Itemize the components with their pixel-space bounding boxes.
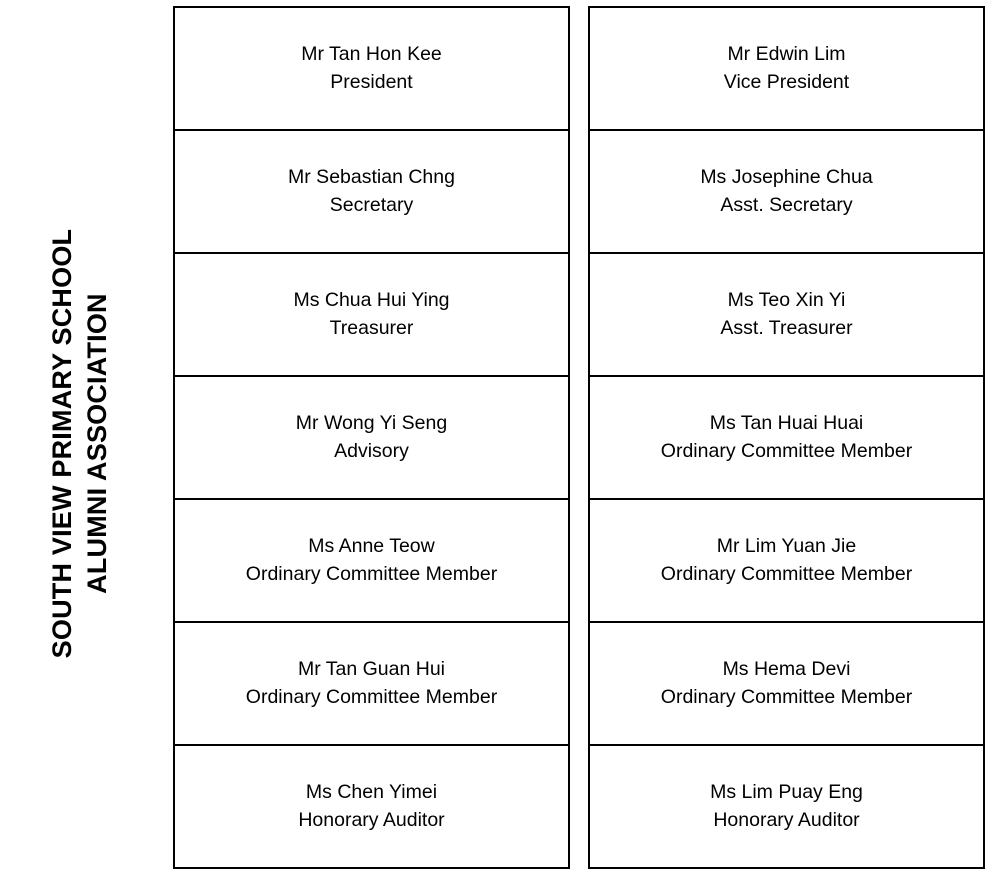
member-name: Ms Lim Puay Eng	[710, 780, 863, 803]
committee-member-cell	[173, 375, 570, 500]
committee-member-cell	[173, 498, 570, 623]
member-role: Asst. Secretary	[720, 193, 853, 216]
member-role: Ordinary Committee Member	[245, 562, 498, 585]
committee-column-left	[173, 6, 570, 869]
organisation-title-line-2: ALUMNI ASSOCIATION	[82, 293, 112, 594]
committee-member-cell	[588, 129, 985, 254]
committee-member-cell	[173, 6, 570, 131]
member-name: Mr Tan Hon Kee	[301, 42, 442, 65]
member-name: Ms Anne Teow	[308, 534, 435, 557]
committee-columns	[173, 6, 985, 869]
member-role: President	[330, 70, 413, 93]
committee-member-cell	[173, 744, 570, 869]
member-name: Ms Tan Huai Huai	[709, 411, 864, 434]
member-name: Mr Wong Yi Seng	[295, 411, 448, 434]
member-name: Ms Hema Devi	[722, 657, 851, 680]
committee-member-cell	[588, 498, 985, 623]
committee-member-cell	[173, 129, 570, 254]
committee-member-cell	[588, 6, 985, 131]
member-role: Advisory	[334, 439, 409, 462]
committee-member-cell	[173, 252, 570, 377]
member-name: Mr Sebastian Chng	[288, 165, 455, 188]
member-role: Ordinary Committee Member	[660, 685, 913, 708]
committee-member-cell	[588, 375, 985, 500]
committee-member-cell	[588, 621, 985, 746]
member-name: Ms Chen Yimei	[305, 780, 438, 803]
member-role: Asst. Treasurer	[720, 316, 853, 339]
member-name: Mr Tan Guan Hui	[297, 657, 446, 680]
committee-member-cell	[173, 621, 570, 746]
member-name: Ms Chua Hui Ying	[293, 288, 450, 311]
committee-member-cell	[588, 252, 985, 377]
organisation-title	[0, 0, 160, 887]
committee-column-right	[588, 6, 985, 869]
member-role: Honorary Auditor	[713, 808, 860, 831]
member-role: Ordinary Committee Member	[660, 439, 913, 462]
member-role: Treasurer	[329, 316, 414, 339]
member-name: Mr Lim Yuan Jie	[716, 534, 857, 557]
member-name: Ms Josephine Chua	[700, 165, 873, 188]
member-role: Honorary Auditor	[298, 808, 445, 831]
member-role: Ordinary Committee Member	[245, 685, 498, 708]
member-role: Secretary	[329, 193, 414, 216]
organisation-title-line-1: SOUTH VIEW PRIMARY SCHOOL	[47, 228, 78, 659]
member-role: Ordinary Committee Member	[660, 562, 913, 585]
member-name: Ms Teo Xin Yi	[727, 288, 846, 311]
committee-member-cell	[588, 744, 985, 869]
member-name: Mr Edwin Lim	[727, 42, 846, 65]
member-role: Vice President	[723, 70, 850, 93]
